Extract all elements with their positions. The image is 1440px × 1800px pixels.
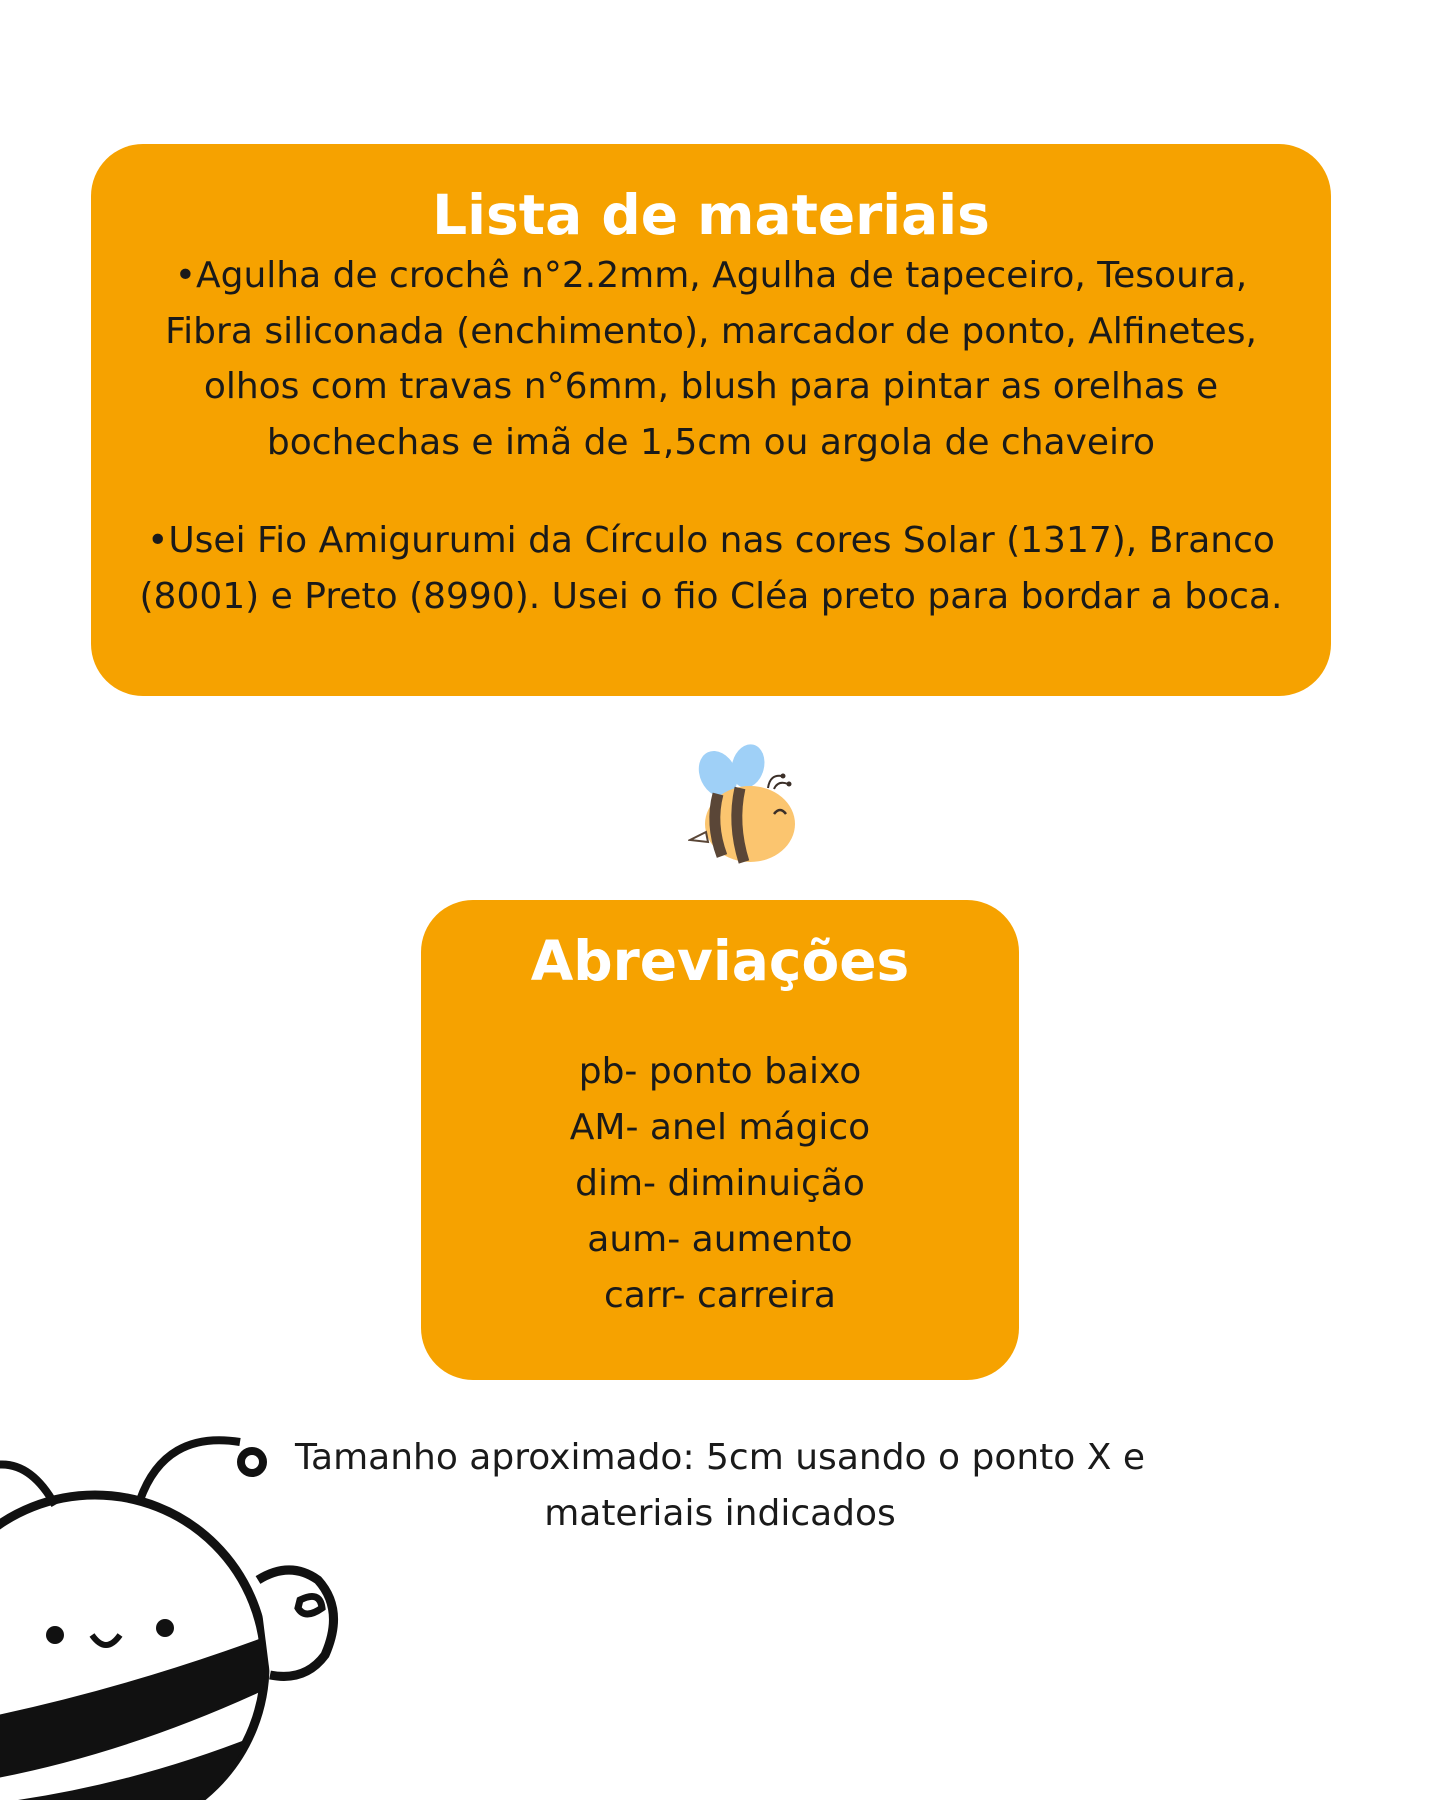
bee-icon [688,744,808,869]
materials-paragraph-yarn: •Usei Fio Amigurumi da Círculo nas cores Solar (1317), Branco (8001) e Preto (8990). Usei o fio Cléa preto para bordar a boca. [139,520,1283,617]
abbreviation-item: pb- ponto baixo [578,1051,862,1092]
abbreviation-item: carr- carreira [604,1275,836,1316]
abbreviations-list [421,1044,1019,1324]
abbreviation-item: AM- anel mágico [569,1107,871,1148]
materials-paragraph-tools: •Agulha de crochê n°2.2mm, Agulha de tapeceiro, Tesoura, Fibra siliconada (enchimento), marcador de ponto, Alfinetes, olhos com travas n°6mm, blush para pintar as orelhas e bochechas e imã de 1,5cm ou argola de chaveiro [165,255,1257,463]
abbreviations-card [421,900,1019,1380]
size-note: Tamanho aproximado: 5cm usando o ponto X e materiais indicados [294,1437,1146,1534]
abbreviation-item: dim- diminuição [575,1163,865,1204]
abbreviations-title: Abreviações [530,929,910,993]
materials-title: Lista de materiais [432,183,990,247]
materials-card [91,144,1331,696]
abbreviation-item: aum- aumento [587,1219,853,1260]
